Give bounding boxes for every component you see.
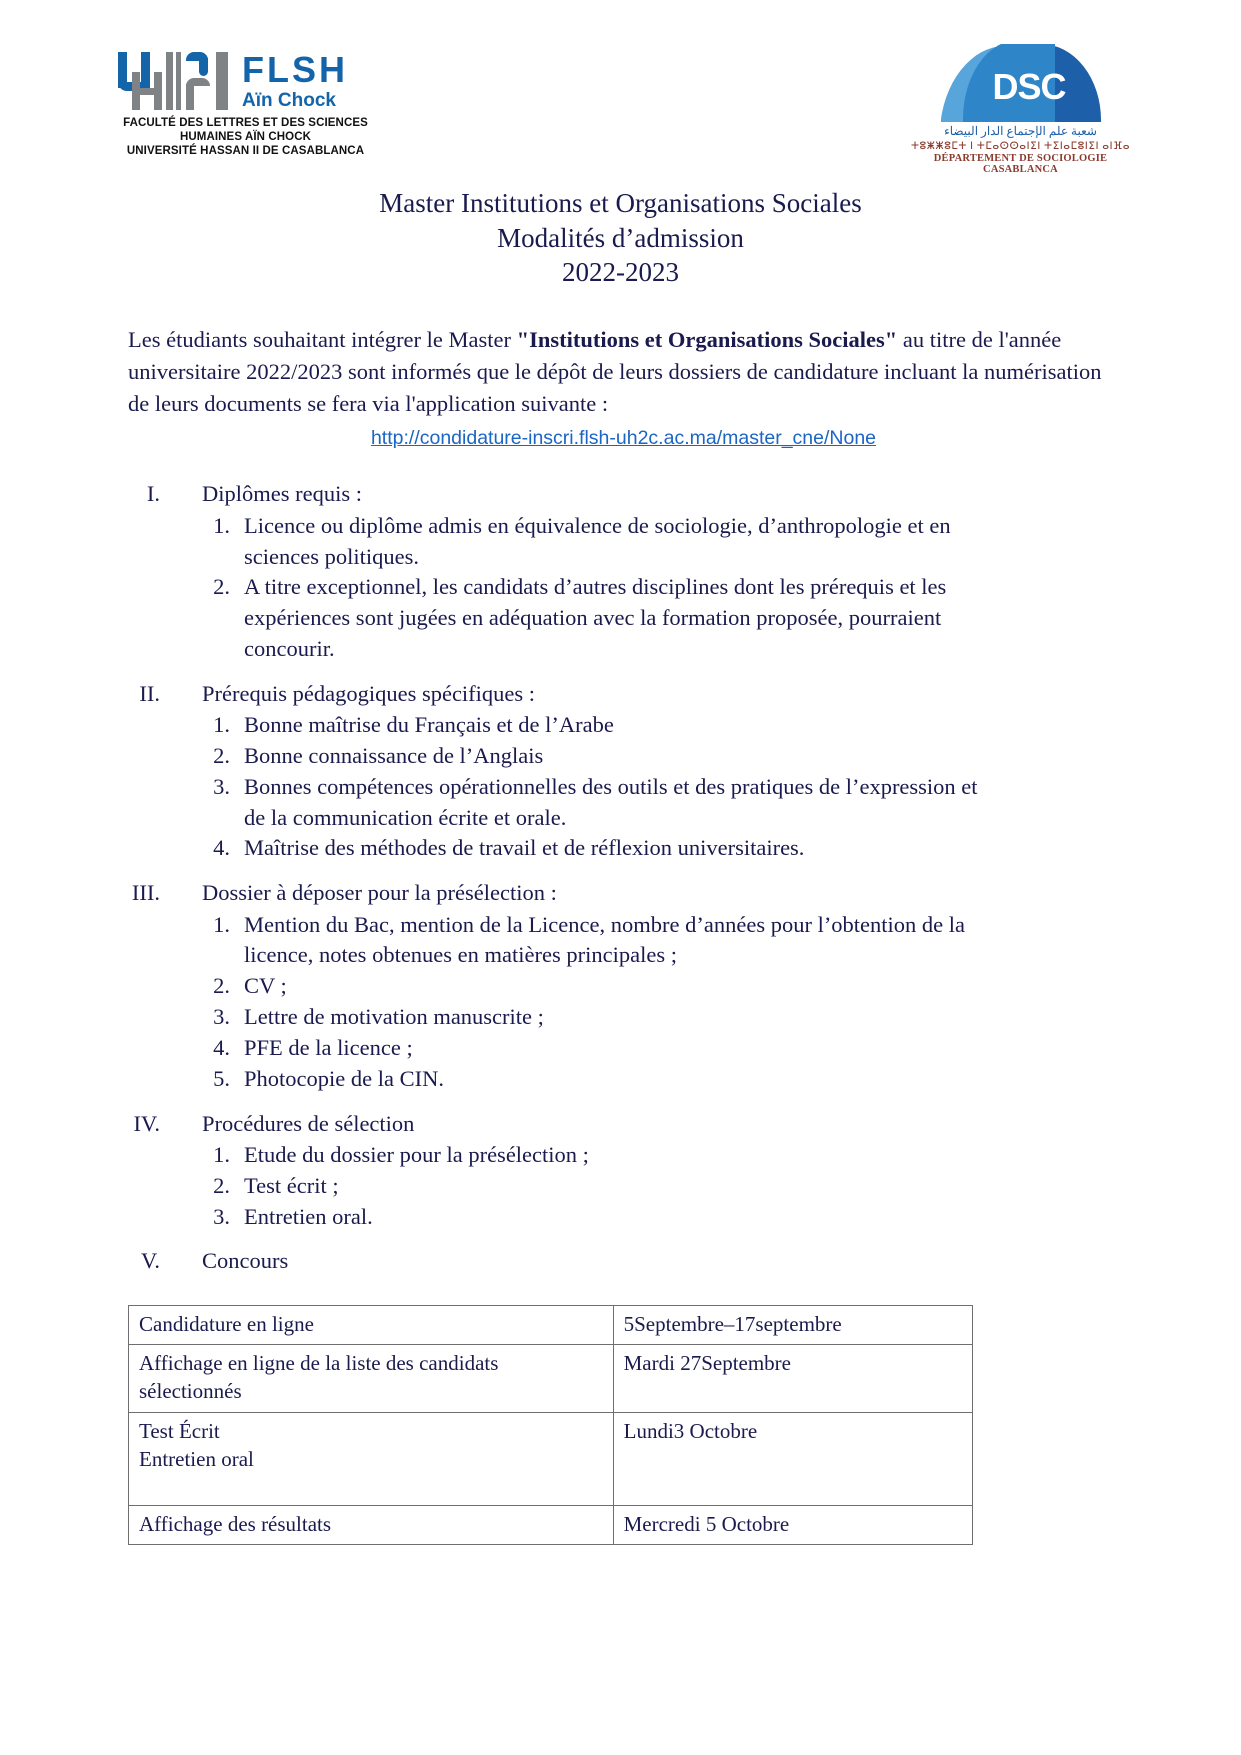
section-ii [0, 679, 1241, 864]
section-ii-heading [0, 679, 1241, 709]
item-number: 1. [213, 911, 230, 937]
table-row [129, 1505, 973, 1544]
flsh-logo-mark [118, 48, 373, 110]
section-ii-numeral: II. [139, 680, 160, 706]
flsh-campus-name: Aïn Chock [242, 90, 336, 111]
flsh-logo [118, 48, 373, 158]
page-title [0, 186, 1241, 290]
item-number: 1. [213, 1141, 230, 1167]
section-iv-title: Procédures de sélection [202, 1110, 415, 1136]
row-label-second-line: Entretien oral [139, 1447, 254, 1472]
application-link-line [128, 421, 1119, 453]
list-item [0, 1064, 1241, 1095]
row-label-second-line: sélectionnés [139, 1379, 242, 1404]
section-v-heading [0, 1246, 1241, 1276]
table-cell-date: Mardi 27Septembre [613, 1345, 972, 1413]
item-text: Mention du Bac, mention de la Licence, nombre d’années pour l’obtention de la licence, notes obtenues en matières principales ; [244, 911, 966, 968]
section-ii-items [0, 710, 1241, 864]
item-number: 2. [213, 743, 230, 769]
item-text: A titre exceptionnel, les candidats d’autres disciplines dont les prérequis et les expériences sont jugées en adéquation avec la formation proposée, pourraient concourir. [244, 574, 947, 662]
section-iii [0, 878, 1241, 1094]
item-text: Lettre de motivation manuscrite ; [244, 1004, 544, 1030]
flsh-caption-line-2: HUMAINES AÏN CHOCK [179, 131, 312, 144]
list-item [0, 1140, 1241, 1171]
section-ii-title: Prérequis pédagogiques spécifiques : [202, 680, 536, 706]
table-cell-label [129, 1505, 614, 1544]
section-i-items [0, 511, 1241, 665]
flsh-glyph-icon [118, 48, 230, 110]
table-cell-date: 5Septembre–17septembre [613, 1305, 972, 1344]
flsh-wordmark [242, 49, 348, 111]
list-item [0, 833, 1241, 864]
list-item [0, 1171, 1241, 1202]
flsh-caption-line-1: FACULTÉ DES LETTRES ET DES SCIENCES [123, 117, 368, 129]
section-iii-items [0, 910, 1241, 1095]
title-line-1: Master Institutions et Organisations Sociales [379, 188, 862, 218]
item-text: CV ; [244, 973, 287, 999]
row-label: Candidature en ligne [139, 1311, 314, 1336]
section-iii-numeral: III. [131, 880, 160, 906]
item-number: 1. [213, 512, 230, 538]
item-number: 3. [213, 773, 230, 799]
table-row [129, 1345, 973, 1413]
table-cell-label [129, 1305, 614, 1344]
dsc-tifinagh-name: ⵜⵓⵥⵥⵓⵎⵜ ⵏ ⵜⵎⴰⵙⵙⴰⵏⵉⵏ ⵜⵉⵏⴰⵎⵓⵏⵉⵏ ⴰⵏⴼⴰ [910, 141, 1131, 152]
list-item [0, 710, 1241, 741]
item-number: 5. [213, 1065, 230, 1091]
table-cell-label [129, 1412, 614, 1505]
section-iv-numeral: IV. [133, 1110, 160, 1136]
intro-master-name: "Institutions et Organisations Sociales" [516, 326, 898, 352]
section-iv-items [0, 1140, 1241, 1232]
table-row [129, 1412, 973, 1505]
table-cell-date: Mercredi 5 Octobre [613, 1505, 972, 1544]
section-iv [0, 1109, 1241, 1233]
dsc-logo [908, 44, 1133, 175]
section-i-numeral: I. [146, 481, 160, 507]
intro-paragraph [128, 324, 1119, 454]
item-number: 4. [213, 1034, 230, 1060]
table-row [129, 1305, 973, 1344]
title-line-2: Modalités d’admission [497, 222, 744, 253]
item-number: 3. [213, 1203, 230, 1229]
list-item [0, 1002, 1241, 1033]
item-number: 1. [213, 712, 230, 738]
section-i-title: Diplômes requis : [202, 481, 362, 507]
section-iii-title: Dossier à déposer pour la présélection : [202, 880, 557, 906]
item-text: Bonne connaissance de l’Anglais [244, 743, 544, 769]
concours-schedule-table [128, 1305, 973, 1545]
row-label: Test Écrit [139, 1418, 220, 1443]
section-i [0, 479, 1241, 664]
intro-text-after-bold: au titre de l'année universitaire 2022/2023 sont informés que le dépôt de leurs dossiers de candidature incluant la numérisation de leurs documents se fera via l'application suivante : [128, 326, 1102, 416]
application-url-link[interactable]: http://condidature-inscri.flsh-uh2c.ac.ma/master_cne/None [370, 427, 877, 450]
list-item [0, 741, 1241, 772]
dsc-acronym: DSC [992, 66, 1066, 107]
item-text: Bonnes compétences opérationnelles des outils et des pratiques de l’expression et de la communication écrite et orale. [244, 773, 978, 830]
list-item [0, 772, 1241, 834]
row-label: Affichage des résultats [139, 1511, 332, 1536]
dsc-french-name: DÉPARTEMENT DE SOCIOLOGIE CASABLANCA [933, 153, 1108, 175]
dsc-logo-mark-icon [941, 44, 1101, 122]
sections-list [0, 479, 1241, 1276]
table-cell-date: Lundi3 Octobre [613, 1412, 972, 1505]
list-item [0, 511, 1241, 573]
list-item [0, 1033, 1241, 1064]
list-item [0, 572, 1241, 664]
list-item [0, 910, 1241, 972]
item-text: PFE de la licence ; [244, 1034, 413, 1060]
list-item [0, 1202, 1241, 1233]
item-number: 2. [213, 973, 230, 999]
section-i-heading [0, 479, 1241, 509]
section-iii-heading [0, 878, 1241, 908]
item-text: Test écrit ; [244, 1172, 339, 1198]
item-number: 2. [213, 574, 230, 600]
item-text: Bonne maîtrise du Français et de l’Arabe [244, 712, 614, 738]
section-v-numeral: V. [141, 1248, 160, 1274]
item-text: Photocopie de la CIN. [244, 1065, 444, 1091]
section-v [0, 1246, 1241, 1276]
item-text: Etude du dossier pour la présélection ; [244, 1141, 589, 1167]
item-text: Entretien oral. [244, 1203, 373, 1229]
dsc-arabic-name: شعبة علم الإجتماع الدار البيضاء [944, 124, 1097, 138]
item-text: Licence ou diplôme admis en équivalence de sociologie, d’anthropologie et en sciences politiques. [244, 512, 951, 569]
item-number: 4. [213, 835, 230, 861]
flsh-caption-line-3: UNIVERSITÉ HASSAN II DE CASABLANCA [126, 145, 365, 158]
flsh-acronym: FLSH [242, 49, 348, 90]
item-text: Maîtrise des méthodes de travail et de réflexion universitaires. [244, 835, 805, 861]
section-v-title: Concours [202, 1248, 289, 1274]
item-number: 2. [213, 1172, 230, 1198]
title-line-3: 2022-2023 [562, 257, 679, 288]
row-label: Affichage en ligne de la liste des candidats [139, 1351, 499, 1376]
document-header [0, 0, 1241, 180]
flsh-caption [118, 116, 373, 158]
intro-text-before-bold: Les étudiants souhaitant intégrer le Master [128, 326, 517, 352]
section-iv-heading [0, 1109, 1241, 1139]
item-number: 3. [213, 1004, 230, 1030]
table-cell-label [129, 1345, 614, 1413]
list-item [0, 971, 1241, 1002]
